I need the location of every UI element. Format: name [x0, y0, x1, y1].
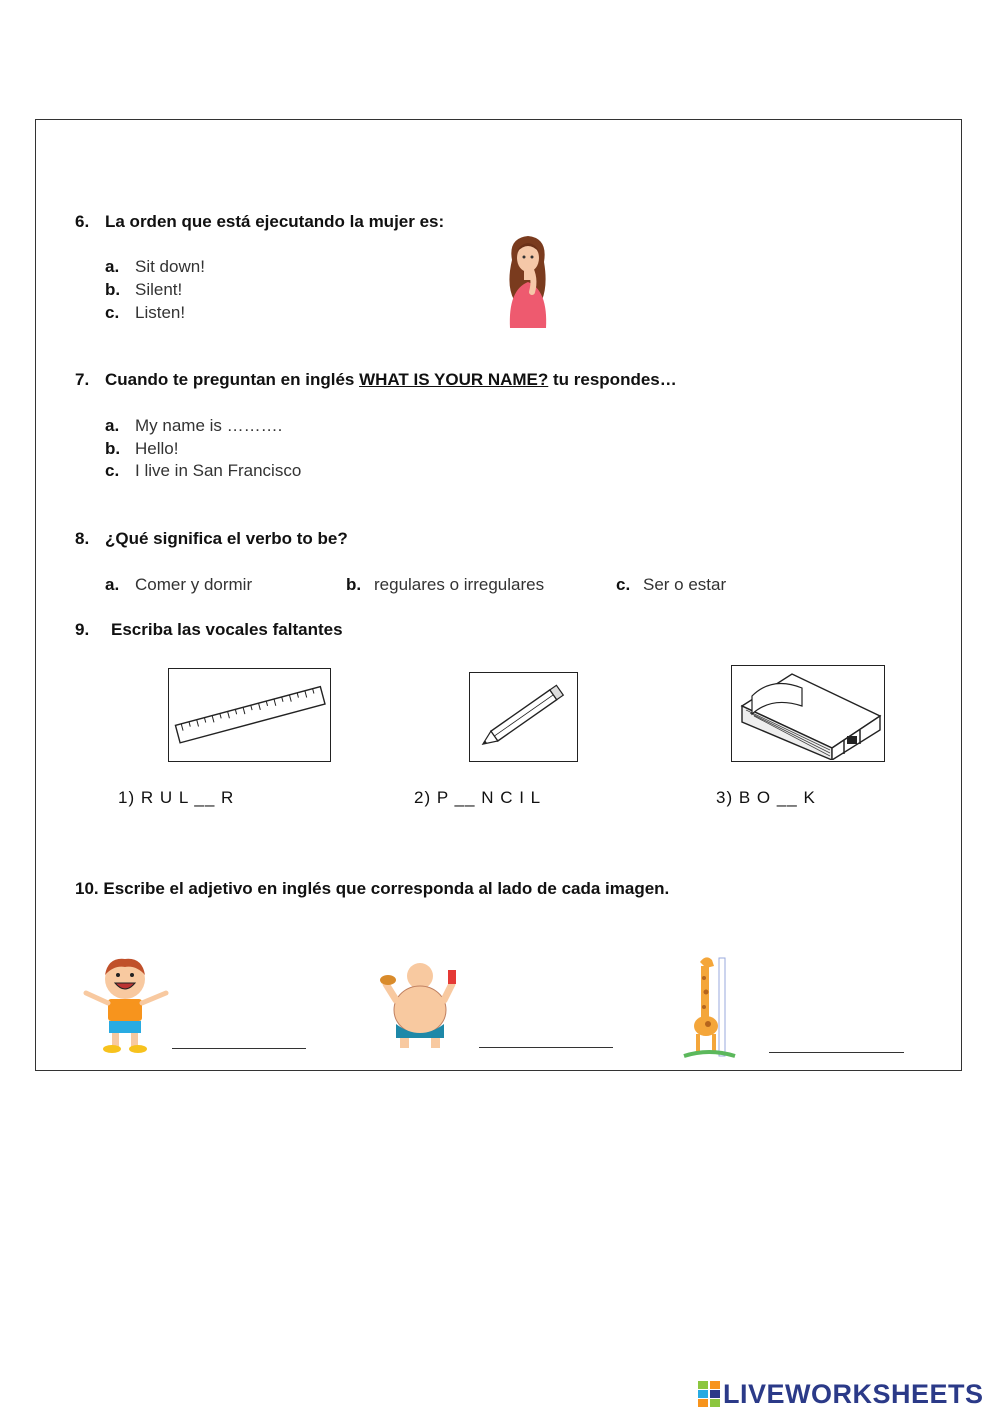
ruler-icon — [169, 669, 329, 760]
happy-boy-illustration — [78, 955, 173, 1055]
q6-option-b[interactable] — [105, 280, 182, 300]
question-10 — [75, 879, 669, 899]
answer-line-1[interactable] — [172, 1048, 306, 1049]
option-text: regulares o irregulares — [374, 575, 545, 594]
option-letter: c. — [616, 575, 631, 594]
option-text: Listen! — [135, 303, 186, 322]
q8-option-b[interactable] — [346, 575, 544, 595]
silent-woman-illustration — [498, 230, 558, 330]
q7-option-b[interactable] — [105, 439, 178, 459]
option-text: Ser o estar — [643, 575, 727, 594]
question-number: 6. — [75, 212, 90, 231]
answer-line-3[interactable] — [769, 1052, 904, 1053]
question-8 — [75, 529, 348, 549]
option-letter: a. — [105, 575, 120, 594]
book-picture — [731, 665, 885, 762]
question-text: ¿Qué significa el verbo to be? — [105, 529, 348, 548]
question-9 — [75, 620, 343, 640]
question-text-start: Cuando te preguntan en inglés — [105, 370, 360, 389]
fat-man-illustration — [380, 958, 460, 1054]
q7-option-a[interactable] — [105, 416, 282, 436]
option-letter: c. — [105, 303, 120, 322]
option-letter: b. — [105, 439, 121, 458]
word-ruler[interactable]: 1) R U L __ R — [118, 788, 235, 807]
q6-option-c[interactable] — [105, 303, 185, 323]
question-number: 8. — [75, 529, 90, 548]
book-icon — [732, 666, 883, 760]
option-text: Hello! — [135, 439, 179, 458]
question-number: 9. — [75, 620, 90, 639]
liveworksheets-logo — [697, 1378, 984, 1410]
pencil-picture — [469, 672, 578, 762]
question-number: 7. — [75, 370, 90, 389]
q8-option-c[interactable] — [616, 575, 726, 595]
question-7 — [75, 370, 677, 390]
option-text: Silent! — [135, 280, 183, 299]
question-text: Escriba las vocales faltantes — [111, 620, 343, 639]
question-text: La orden que está ejecutando la mujer es: — [105, 212, 445, 231]
option-letter: a. — [105, 257, 120, 276]
question-text: Escribe el adjetivo en inglés que corresponda al lado de cada imagen. — [103, 879, 670, 898]
option-letter: a. — [105, 416, 120, 435]
question-text-underlined: WHAT IS YOUR NAME? — [359, 370, 549, 389]
pencil-icon — [470, 673, 576, 760]
option-letter: b. — [105, 280, 121, 299]
word-pencil[interactable]: 2) P __ N C I L — [414, 788, 542, 807]
answer-line-2[interactable] — [479, 1047, 613, 1048]
logo-text: LIVEWORKSHEETS — [723, 1378, 984, 1409]
q8-option-a[interactable] — [105, 575, 252, 595]
liveworksheets-logo-icon — [697, 1380, 723, 1408]
option-letter: c. — [105, 461, 120, 480]
option-text: I live in San Francisco — [135, 461, 302, 480]
tall-giraffe-illustration — [682, 952, 737, 1062]
option-letter: b. — [346, 575, 362, 594]
option-text: My name is ………. — [135, 416, 283, 435]
question-number: 10. — [75, 879, 99, 898]
question-text-end: tu respondes… — [548, 370, 677, 389]
word-book[interactable]: 3) B O __ K — [716, 788, 816, 807]
q6-option-a[interactable] — [105, 257, 205, 277]
option-text: Sit down! — [135, 257, 205, 276]
ruler-picture — [168, 668, 331, 762]
option-text: Comer y dormir — [135, 575, 253, 594]
question-6 — [75, 212, 444, 232]
q7-option-c[interactable] — [105, 461, 301, 481]
